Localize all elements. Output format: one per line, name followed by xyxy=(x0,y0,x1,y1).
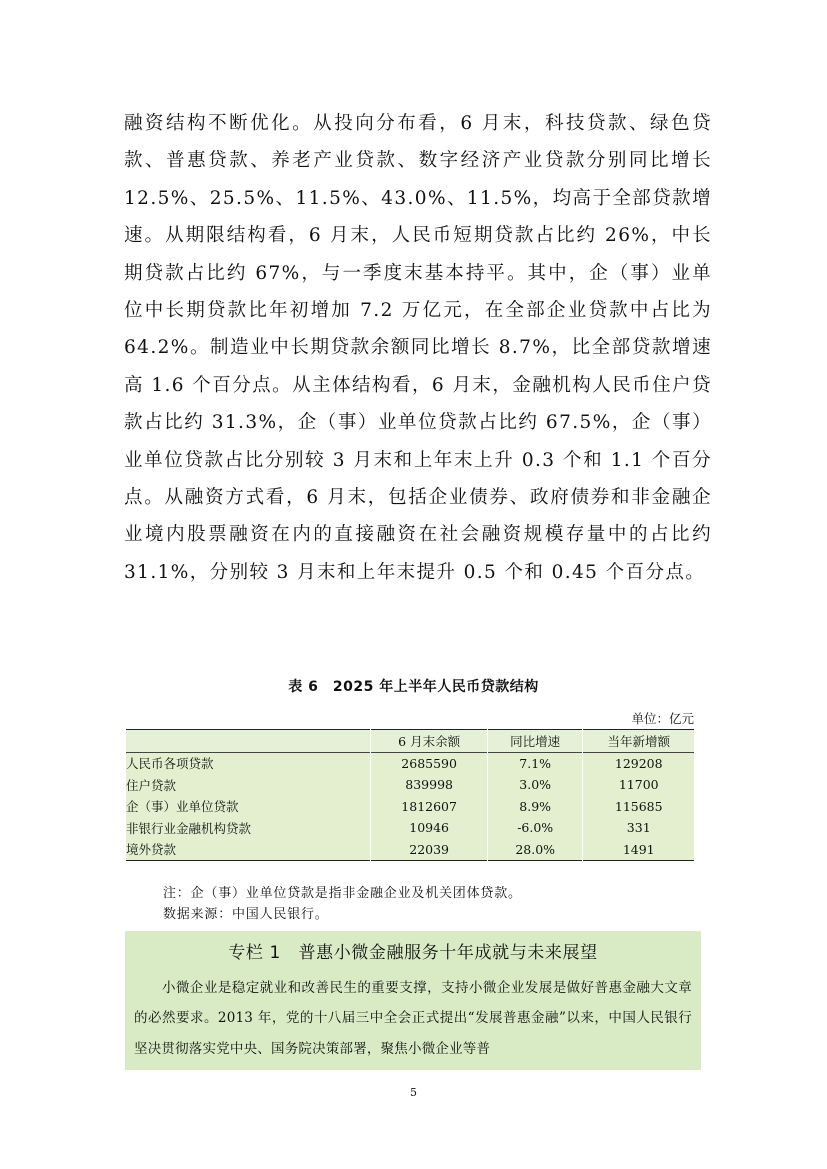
body-paragraph: 融资结构不断优化。从投向分布看，6 月末，科技贷款、绿色贷款、普惠贷款、养老产业贷款、数字经济产业贷款分别同比增长 12.5%、25.5%、11.5%、43.0%、11.5%，均高于全部贷款增速。从期限结构看，6 月末，人民币短期贷款占比约 26%，中长期贷款占比约 67%，与一季度末基本持平。其中，企（事）业单位中长期贷款比年初增加 7.2 万亿元，在全部企业贷款中占比为 64.2%。制造业中长期贷款余额同比增长 8.7%，比全部贷款增速高 1.6 个百分点。从主体结构看，6 月末，金融机构人民币住户贷款占比约 31.3%，企（事）业单位贷款占比约 67.5%，企（事）业单位贷款占比分别较 3 月末和上年末上升 0.3 个和 1.1 个百分点。从融资方式看，6 月末，包括企业债券、政府债券和非金融企业境内股票融资在内的直接融资在社会融资规模存量中的占比约 31.1%，分别较 3 月末和上年末提升 0.5 个和 0.45 个百分点。 xyxy=(124,113,712,583)
row-growth: -6.0% xyxy=(487,817,583,839)
row-label: 住户贷款 xyxy=(126,777,177,793)
column-box xyxy=(125,931,701,1070)
row-growth: 28.0% xyxy=(487,839,583,861)
row-balance: 1812607 xyxy=(371,796,488,818)
row-label: 境外贷款 xyxy=(126,842,177,858)
row-balance: 22039 xyxy=(371,839,488,861)
row-growth: 8.9% xyxy=(487,796,583,818)
table-row xyxy=(126,774,694,796)
header-growth: 同比增速 xyxy=(487,730,583,753)
table-unit: 单位：亿元 xyxy=(631,711,694,726)
row-balance: 839998 xyxy=(371,774,488,796)
table-row xyxy=(126,817,694,839)
row-balance: 2685590 xyxy=(371,752,488,774)
table-row xyxy=(126,796,694,818)
row-new: 1491 xyxy=(583,839,694,861)
row-label: 非银行业金融机构贷款 xyxy=(126,820,252,836)
row-label: 企（事）业单位贷款 xyxy=(126,799,239,815)
table-caption: 表 6 2025 年上半年人民币贷款结构 xyxy=(288,679,539,695)
header-balance: 6 月末余额 xyxy=(371,730,488,753)
loan-structure-table xyxy=(126,729,694,861)
header-new: 当年新增额 xyxy=(583,730,694,753)
table-header-row xyxy=(126,730,694,753)
table-source: 数据来源：中国人民银行。 xyxy=(163,907,329,922)
row-new: 129208 xyxy=(583,752,694,774)
table-row xyxy=(126,839,694,861)
header-blank xyxy=(126,730,371,753)
row-growth: 3.0% xyxy=(487,774,583,796)
row-label: 人民币各项贷款 xyxy=(126,756,214,772)
column-box-text: 小微企业是稳定就业和改善民生的重要支撑，支持小微企业发展是做好普惠金融大文章的必然要求。2013 年，党的十八届三中全会正式提出“发展普惠金融”以来，中国人民银行坚决贯彻落实党中央、国务院决策部署，聚焦小微企业等普 xyxy=(134,980,692,1057)
table-note: 注：企（事）业单位贷款是指非金融企业及机关团体贷款。 xyxy=(163,886,522,901)
row-new: 331 xyxy=(583,817,694,839)
row-new: 11700 xyxy=(583,774,694,796)
row-growth: 7.1% xyxy=(487,752,583,774)
page-number: 5 xyxy=(410,1086,417,1099)
table-row xyxy=(126,752,694,774)
row-new: 115685 xyxy=(583,796,694,818)
row-balance: 10946 xyxy=(371,817,488,839)
column-box-title: 专栏 1 普惠小微金融服务十年成就与未来展望 xyxy=(228,943,598,963)
table-notes xyxy=(163,883,522,925)
